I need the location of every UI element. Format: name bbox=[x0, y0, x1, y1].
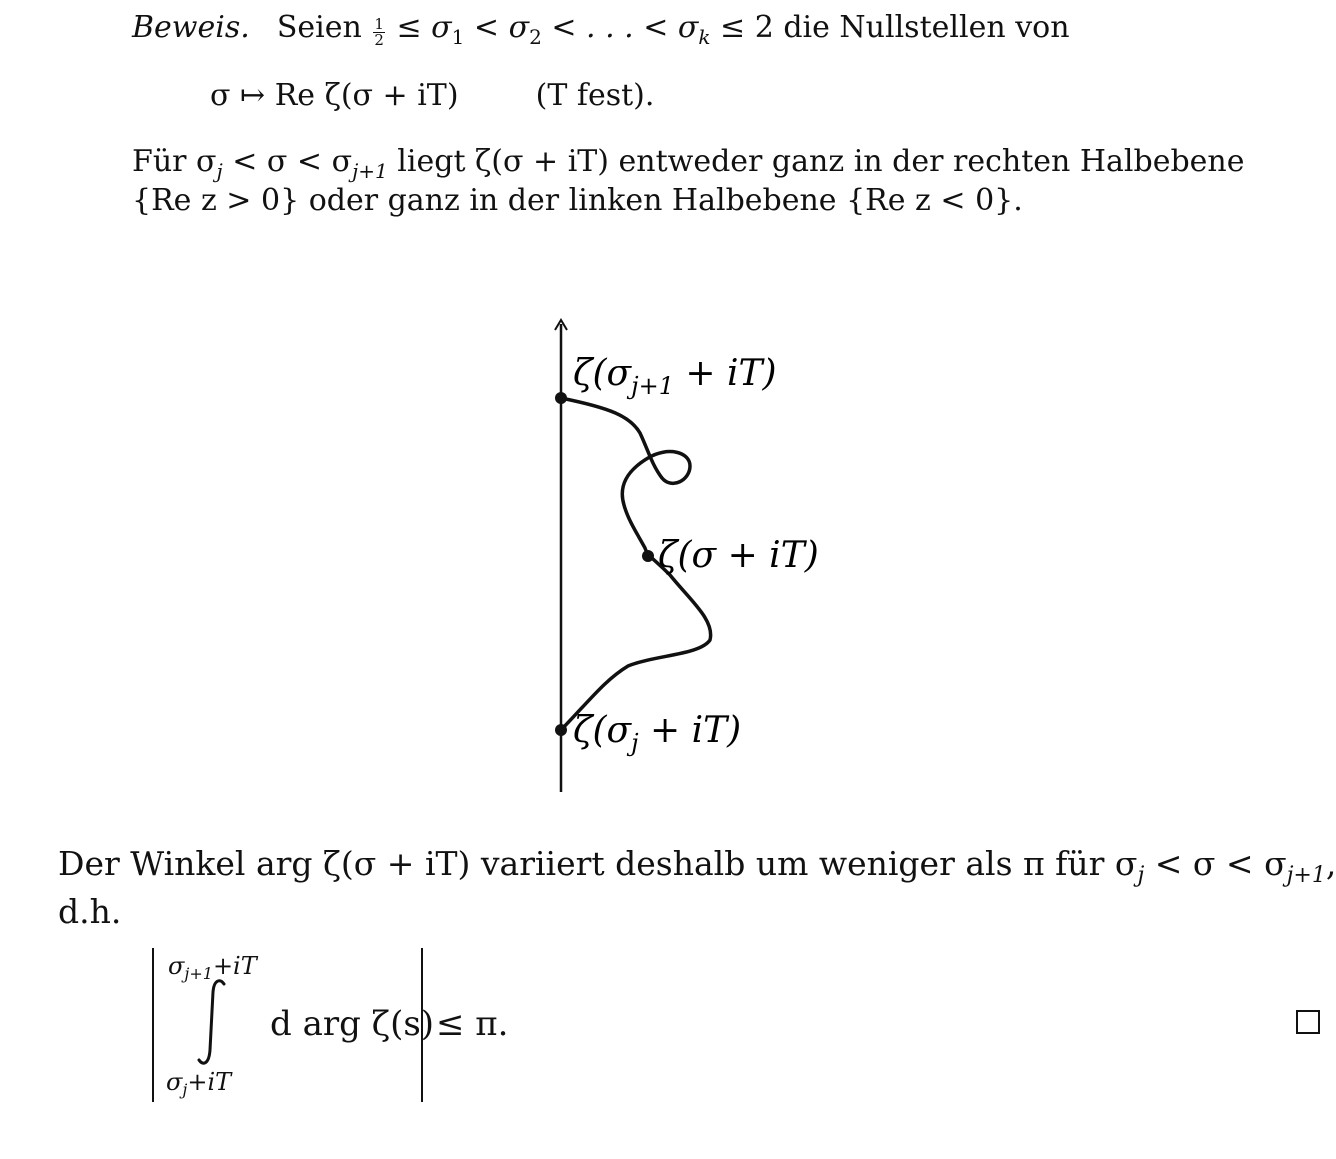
point-mid bbox=[642, 550, 654, 562]
para1-line2: {Re z > 0} oder ganz in der linken Halbebene {Re z < 0}. bbox=[132, 183, 1023, 218]
para2-line1: Der Winkel arg ζ(σ + iT) variiert deshalb um weniger als π für $\sigma_j < \sigma < \sigma_{j+1}$, bbox=[58, 844, 1336, 888]
qed-square-icon bbox=[1296, 1010, 1320, 1034]
abs-bar-left bbox=[152, 948, 154, 1102]
integrand: d arg ζ(s) bbox=[270, 1004, 435, 1044]
integral-upper-limit: $\sigma_{j+1}+iT$ bbox=[168, 952, 257, 983]
fraction-one-half: $\frac{1}{2}$ bbox=[374, 15, 384, 49]
map-expression: σ ↦ Re ζ(σ + iT) bbox=[210, 78, 459, 113]
integral-rhs: ≤ π. bbox=[436, 1004, 509, 1044]
label-bottom: $\zeta(\sigma_j + iT)$ bbox=[573, 710, 742, 757]
integral-sign-icon bbox=[194, 978, 234, 1068]
map-note: (T fest). bbox=[535, 78, 655, 113]
point-bottom bbox=[555, 724, 567, 736]
para2-line2: d.h. bbox=[58, 892, 122, 931]
integral-lower-limit: $\sigma_j+iT$ bbox=[166, 1068, 232, 1099]
para1-line1: Für $\sigma_j < \sigma < \sigma_{j+1}$ liegt ζ(σ + iT) entweder ganz in der rechten Halbebene bbox=[132, 144, 1245, 183]
point-top bbox=[555, 392, 567, 404]
seien-word: Seien bbox=[276, 10, 362, 45]
beweis-label: Beweis. bbox=[132, 10, 250, 45]
intro-line: Beweis. Seien $\frac{1}{2}$ ≤ $\sigma_1 < \sigma_2$ < . . . < $\sigma_k \le 2$ die Nullstellen von bbox=[132, 10, 1070, 49]
label-top: $\zeta(\sigma_{j+1} + iT)$ bbox=[573, 353, 777, 400]
label-mid: ζ(σ + iT) bbox=[658, 535, 819, 576]
